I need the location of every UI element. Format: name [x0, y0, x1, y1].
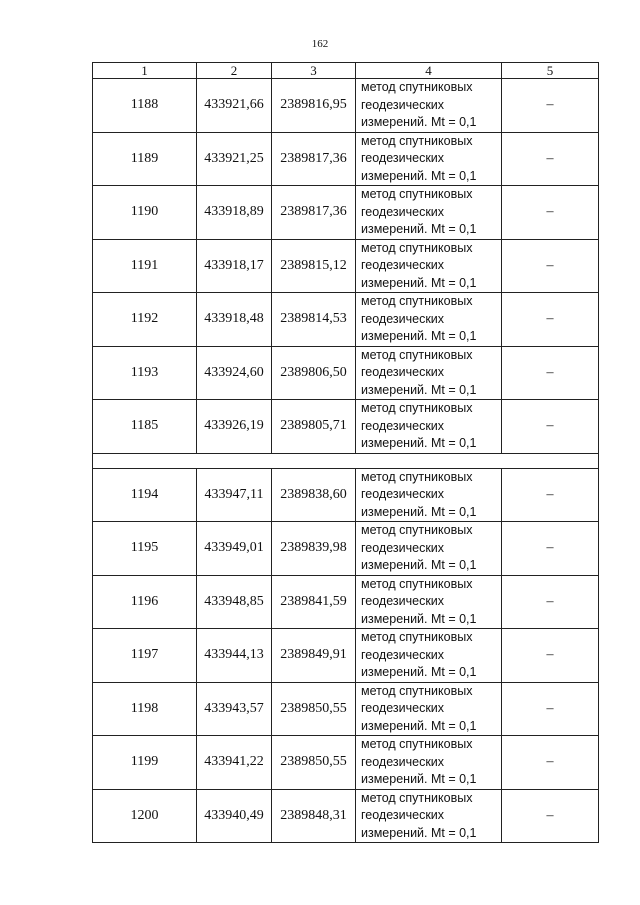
table-row [93, 293, 599, 347]
table-row [93, 79, 599, 133]
page-number: 162 [311, 38, 329, 50]
table-row [93, 629, 599, 683]
x-coordinate-cell: 433941,22 [197, 736, 272, 790]
y-coordinate-cell: 2389849,91 [272, 629, 356, 683]
method-text-line: метод спутниковых [361, 240, 473, 255]
note-cell: – [502, 293, 599, 347]
y-coordinate-cell: 2389815,12 [272, 239, 356, 293]
y-coordinate-cell: 2389814,53 [272, 293, 356, 347]
table-row [93, 736, 599, 790]
table-body [93, 79, 599, 843]
table-header-row [93, 63, 599, 79]
note-cell: – [502, 186, 599, 240]
note-cell: – [502, 522, 599, 576]
x-coordinate-cell: 433918,89 [197, 186, 272, 240]
x-coordinate-cell: 433948,85 [197, 575, 272, 629]
column-header-3: 3 [272, 63, 356, 79]
table-row [93, 575, 599, 629]
method-text-line: метод спутниковых [361, 187, 473, 201]
method-text-line: измерений. Mt = 0,1 [361, 168, 477, 183]
method-text-line: геодезических [361, 311, 445, 326]
method-cell [356, 400, 502, 454]
note-cell: – [502, 132, 599, 186]
method-text-line: метод спутниковых [361, 683, 473, 698]
method-text-line: измерений. Mt = 0,1 [361, 718, 477, 733]
method-text-line: геодезических [361, 487, 445, 501]
method-text-line: метод спутниковых [361, 630, 473, 644]
x-coordinate-cell: 433949,01 [197, 522, 272, 576]
method-text-line: измерений. Mt = 0,1 [361, 275, 477, 290]
y-coordinate-cell: 2389838,60 [272, 468, 356, 522]
separator-row [93, 453, 599, 468]
point-number-cell: 1193 [93, 346, 197, 400]
y-coordinate-cell: 2389817,36 [272, 132, 356, 186]
x-coordinate-cell: 433947,11 [197, 468, 272, 522]
method-cell [356, 132, 502, 186]
method-text-line: измерений. Mt = 0,1 [361, 665, 477, 679]
method-text-line: геодезических [361, 418, 445, 433]
y-coordinate-cell: 2389850,55 [272, 682, 356, 736]
method-cell [356, 682, 502, 736]
point-number-cell: 1194 [93, 468, 197, 522]
x-coordinate-cell: 433918,48 [197, 293, 272, 347]
method-text-line: геодезических [361, 258, 445, 272]
method-text-line: геодезических [361, 754, 445, 769]
note-cell: – [502, 682, 599, 736]
method-text-line: метод спутниковых [361, 347, 473, 362]
method-text-line: геодезических [361, 365, 445, 379]
note-cell: – [502, 575, 599, 629]
point-number-cell: 1196 [93, 575, 197, 629]
method-text-line: метод спутниковых [361, 133, 473, 148]
method-text-line: метод спутниковых [361, 523, 473, 537]
method-text-line: измерений. Mt = 0,1 [361, 382, 477, 397]
table-row [93, 132, 599, 186]
coordinates-table [92, 62, 599, 843]
method-cell [356, 468, 502, 522]
method-text-line: геодезических [361, 151, 445, 165]
point-number-cell: 1199 [93, 736, 197, 790]
note-cell: – [502, 239, 599, 293]
y-coordinate-cell: 2389839,98 [272, 522, 356, 576]
table-row [93, 186, 599, 240]
table-row [93, 682, 599, 736]
method-text-line: измерений. Mt = 0,1 [361, 222, 477, 236]
note-cell: – [502, 629, 599, 683]
method-cell [356, 79, 502, 133]
method-cell [356, 186, 502, 240]
method-text-line: геодезических [361, 594, 445, 608]
table-row [93, 400, 599, 454]
method-text-line: геодезических [361, 204, 445, 219]
column-header-4: 4 [356, 63, 502, 79]
point-number-cell: 1192 [93, 293, 197, 347]
column-header-1: 1 [93, 63, 197, 79]
method-text-line: метод спутниковых [361, 737, 473, 751]
method-text-line: метод спутниковых [361, 401, 473, 415]
method-text-line: измерений. Mt = 0,1 [361, 115, 477, 129]
method-cell [356, 736, 502, 790]
method-cell [356, 239, 502, 293]
method-cell [356, 346, 502, 400]
note-cell: – [502, 736, 599, 790]
method-text-line: метод спутниковых [361, 469, 473, 484]
method-text-line: измерений. Mt = 0,1 [361, 436, 477, 450]
point-number-cell: 1195 [93, 522, 197, 576]
method-cell [356, 522, 502, 576]
x-coordinate-cell: 433926,19 [197, 400, 272, 454]
table-row [93, 789, 599, 843]
table-row [93, 468, 599, 522]
x-coordinate-cell: 433918,17 [197, 239, 272, 293]
y-coordinate-cell: 2389848,31 [272, 789, 356, 843]
y-coordinate-cell: 2389841,59 [272, 575, 356, 629]
method-text-line: измерений. Mt = 0,1 [361, 504, 477, 519]
y-coordinate-cell: 2389806,50 [272, 346, 356, 400]
point-number-cell: 1191 [93, 239, 197, 293]
y-coordinate-cell: 2389850,55 [272, 736, 356, 790]
method-text-line: геодезических [361, 97, 445, 112]
y-coordinate-cell: 2389805,71 [272, 400, 356, 454]
method-text-line: измерений. Mt = 0,1 [361, 558, 477, 572]
method-text-line: измерений. Mt = 0,1 [361, 825, 477, 840]
method-cell [356, 293, 502, 347]
x-coordinate-cell: 433943,57 [197, 682, 272, 736]
x-coordinate-cell: 433921,66 [197, 79, 272, 133]
note-cell: – [502, 789, 599, 843]
x-coordinate-cell: 433921,25 [197, 132, 272, 186]
x-coordinate-cell: 433940,49 [197, 789, 272, 843]
table-row [93, 239, 599, 293]
separator-cell [93, 453, 599, 468]
method-cell [356, 575, 502, 629]
point-number-cell: 1197 [93, 629, 197, 683]
point-number-cell: 1200 [93, 789, 197, 843]
method-text-line: геодезических [361, 808, 445, 822]
column-header-5: 5 [502, 63, 599, 79]
point-number-cell: 1189 [93, 132, 197, 186]
y-coordinate-cell: 2389817,36 [272, 186, 356, 240]
method-text-line: метод спутниковых [361, 790, 473, 805]
point-number-cell: 1188 [93, 79, 197, 133]
method-cell [356, 629, 502, 683]
table-row [93, 522, 599, 576]
method-text-line: метод спутниковых [361, 294, 473, 308]
column-header-2: 2 [197, 63, 272, 79]
method-text-line: геодезических [361, 701, 445, 715]
method-text-line: измерений. Mt = 0,1 [361, 772, 477, 786]
note-cell: – [502, 346, 599, 400]
method-text-line: метод спутниковых [361, 80, 473, 94]
note-cell: – [502, 400, 599, 454]
method-text-line: геодезических [361, 540, 445, 555]
table-row [93, 346, 599, 400]
note-cell: – [502, 468, 599, 522]
method-text-line: измерений. Mt = 0,1 [361, 611, 477, 626]
y-coordinate-cell: 2389816,95 [272, 79, 356, 133]
point-number-cell: 1190 [93, 186, 197, 240]
method-text-line: метод спутниковых [361, 576, 473, 591]
note-cell: – [502, 79, 599, 133]
point-number-cell: 1198 [93, 682, 197, 736]
point-number-cell: 1185 [93, 400, 197, 454]
x-coordinate-cell: 433944,13 [197, 629, 272, 683]
x-coordinate-cell: 433924,60 [197, 346, 272, 400]
method-text-line: измерений. Mt = 0,1 [361, 329, 477, 343]
method-text-line: геодезических [361, 647, 445, 662]
method-cell [356, 789, 502, 843]
